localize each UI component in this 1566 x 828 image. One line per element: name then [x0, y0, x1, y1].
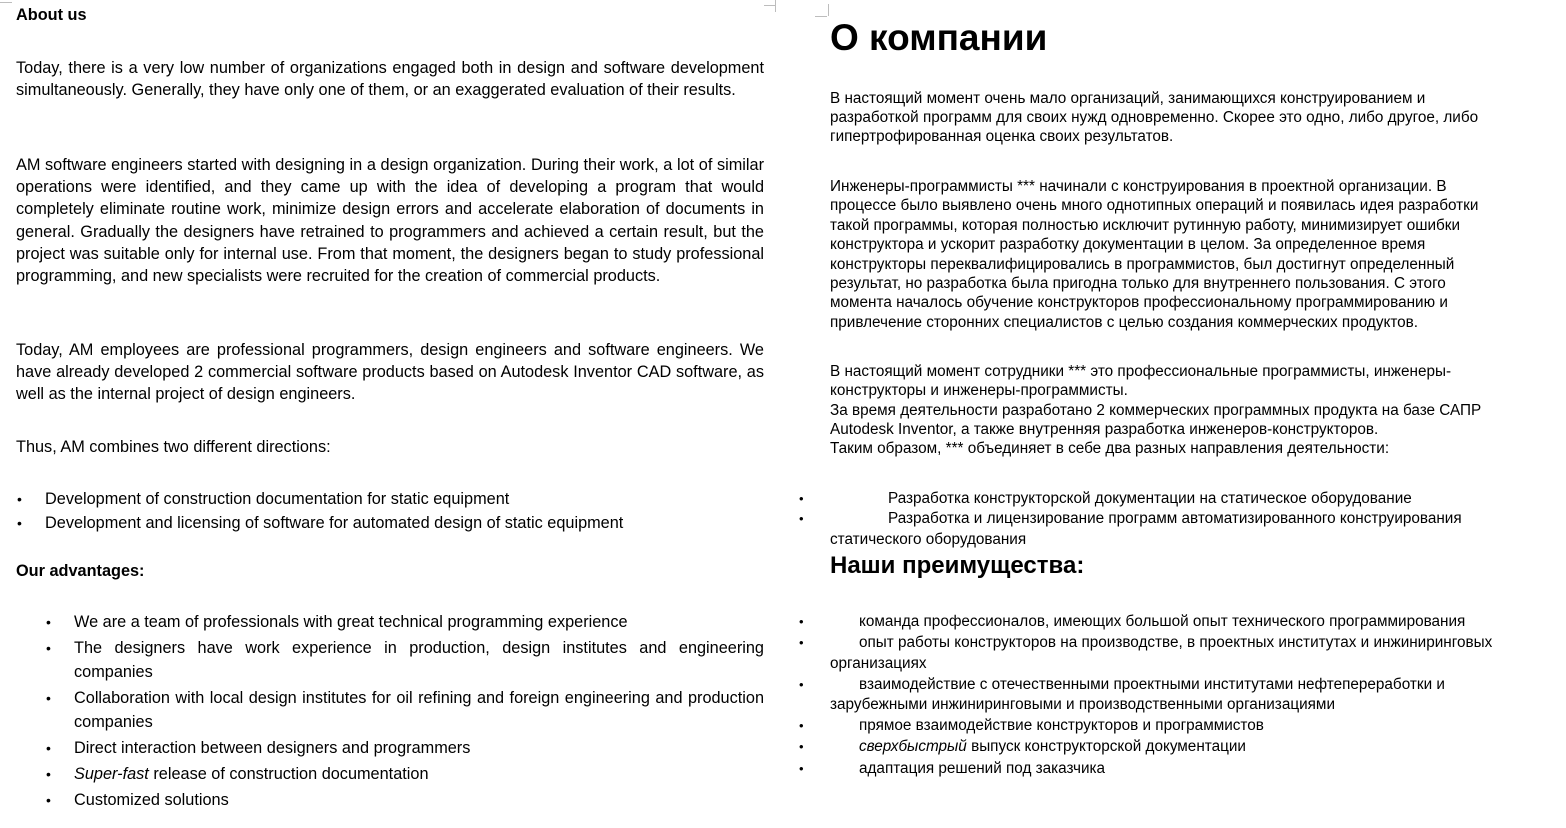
direction-text: Разработка конструкторской документации на статическое оборудование: [888, 490, 1412, 507]
text-line: гипертрофированная оценка своих результатов.: [830, 128, 1174, 145]
team-paragraph: Today, AM employees are professional programmers, design engineers and software engineers. We have already developed 2 commercial software products based on Autodesk Inventor CAD software, as well as the internal project of design engineers.: [16, 341, 764, 404]
bullet-icon: •: [799, 491, 804, 506]
directions-lead: Thus, AM combines two different directions:: [16, 438, 331, 456]
list-item: [16, 762, 764, 786]
text-line: такой программы, которая полностью исключит рутинную работу, минимизирует ошибки: [830, 217, 1461, 234]
text-line: За время деятельности разработано 2 коммерческих программных продукта на базе САПР: [830, 402, 1482, 419]
advantage-emphasis: Super-fast: [74, 765, 149, 783]
text-line: конструкторы переквалифицировались в программистов, был достигнут определенный: [830, 256, 1455, 273]
text-line: В настоящий момент очень мало организаций, занимающихся конструированием и: [830, 90, 1426, 107]
directions-list: [16, 487, 623, 535]
bullet-icon: •: [799, 614, 804, 629]
list-item: [16, 610, 764, 634]
text-line: разработкой программ для своих нужд одновременно. Скорее это одно, либо другое, либо: [830, 109, 1479, 126]
list-item: [16, 686, 764, 734]
advantage-text: команда профессионалов, имеющих большой опыт технического программирования: [859, 613, 1466, 630]
text-line: В настоящий момент сотрудники *** это профессиональные программисты, инженеры-: [830, 363, 1452, 380]
advantage-text: взаимодействие с отечественными проектными институтами нефтепереработки и: [859, 676, 1445, 693]
bullet-icon: •: [17, 491, 22, 507]
bullet-icon: •: [46, 766, 51, 782]
advantage-emphasis: сверхбыстрый: [859, 738, 967, 755]
advantage-text: The designers have work experience in production, design institutes and engineering companies: [74, 639, 764, 681]
bullet-icon: •: [46, 640, 51, 656]
bullet-icon: •: [799, 761, 804, 776]
text-line: привлечение сторонних специалистов с целью создания коммерческих продуктов.: [830, 314, 1419, 331]
direction-text: Development and licensing of software for automated design of static equipment: [45, 514, 624, 532]
about-us-heading: About us: [16, 6, 87, 24]
bullet-icon: •: [799, 677, 804, 692]
advantage-text: We are a team of professionals with great technical programming experience: [74, 613, 628, 631]
advantage-text: Customized solutions: [74, 791, 229, 809]
list-item: [799, 633, 1493, 652]
list-item: [799, 509, 1462, 528]
advantages-list: [16, 610, 764, 814]
text-line: статического оборудования: [830, 531, 1027, 548]
crop-mark: [828, 4, 829, 16]
about-company-heading: О компании: [830, 17, 1048, 58]
advantages-heading: Our advantages:: [16, 562, 145, 580]
history-paragraph: AM software engineers started with designing in a design organization. During their work, a lot of similar operations were identified, and they came up with the idea of developing a program that would completely eliminate routine work, minimize design errors and accelerate elaboration of documents in general. Gradually the designers have retrained to programmers and achieved a certain result, but the project was suitable only for internal use. From that moment, the designers began to study professional programming, and new specialists were recruited for the creation of commercial products.: [16, 156, 764, 286]
text-line: конструкторы и инженеры-программисты.: [830, 382, 1128, 399]
advantage-text: адаптация решений под заказчика: [859, 760, 1106, 777]
text-line: зарубежными инжиниринговыми и производственными организациями: [830, 696, 1335, 713]
text-line: Autodesk Inventor, а также внутренняя разработка инженеров-конструкторов.: [830, 421, 1379, 438]
bullet-icon: •: [46, 740, 51, 756]
bullet-icon: •: [46, 690, 51, 706]
text-line: Инженеры-программисты *** начинали с конструирования в проектной организации. В: [830, 178, 1447, 195]
list-item: [799, 489, 1412, 508]
direction-text: Development of construction documentation for static equipment: [45, 490, 510, 508]
intro-paragraph: Today, there is a very low number of organizations engaged both in design and software development simultaneously. Generally, they have only one of them, or an exaggerated evaluation of their results.: [16, 59, 764, 100]
list-item: [16, 511, 623, 535]
list-item: [799, 759, 1106, 778]
advantage-text: Direct interaction between designers and programmers: [74, 739, 471, 757]
advantage-text: Collaboration with local design institutes for oil refining and foreign engineering and production companies: [74, 689, 764, 731]
bullet-icon: •: [799, 718, 804, 733]
bullet-icon: •: [17, 515, 22, 531]
crop-mark: [815, 16, 827, 17]
advantage-text: прямое взаимодействие конструкторов и программистов: [859, 717, 1264, 734]
direction-text: Разработка и лицензирование программ автоматизированного конструирования: [888, 510, 1462, 527]
crop-mark: [0, 2, 12, 3]
text-line: конструктора и ускорит разработку документации в целом. За определенное время: [830, 236, 1426, 253]
bullet-icon: •: [46, 614, 51, 630]
text-line: процессе было выявлено очень много однотипных операций и появилась идея разработки: [830, 197, 1479, 214]
text-line: момента началось обучение конструкторов профессиональному программированию и: [830, 294, 1448, 311]
list-item: [799, 612, 1466, 631]
text-line: организациях: [830, 655, 927, 672]
bullet-icon: •: [799, 739, 804, 754]
bullet-icon: •: [799, 511, 804, 526]
list-item: [799, 716, 1264, 735]
advantage-text: опыт работы конструкторов на производстве, в проектных институтах и инжиниринговых: [859, 634, 1493, 651]
list-item: [16, 487, 623, 511]
advantages-heading-ru: Наши преимущества:: [830, 552, 1085, 579]
list-item: [16, 636, 764, 684]
advantage-text: release of construction documentation: [153, 765, 429, 783]
list-item: [799, 737, 1246, 756]
text-line: Таким образом, *** объединяет в себе два разных направления деятельности:: [830, 440, 1390, 457]
text-line: результат, но разработка была пригодна только для внутреннего пользования. С этого: [830, 275, 1446, 292]
advantage-text: выпуск конструкторской документации: [971, 738, 1246, 755]
bullet-icon: •: [46, 792, 51, 808]
list-item: [16, 788, 764, 812]
crop-mark: [775, 0, 776, 12]
list-item: [16, 736, 764, 760]
list-item: [799, 675, 1445, 694]
bullet-icon: •: [799, 635, 804, 650]
